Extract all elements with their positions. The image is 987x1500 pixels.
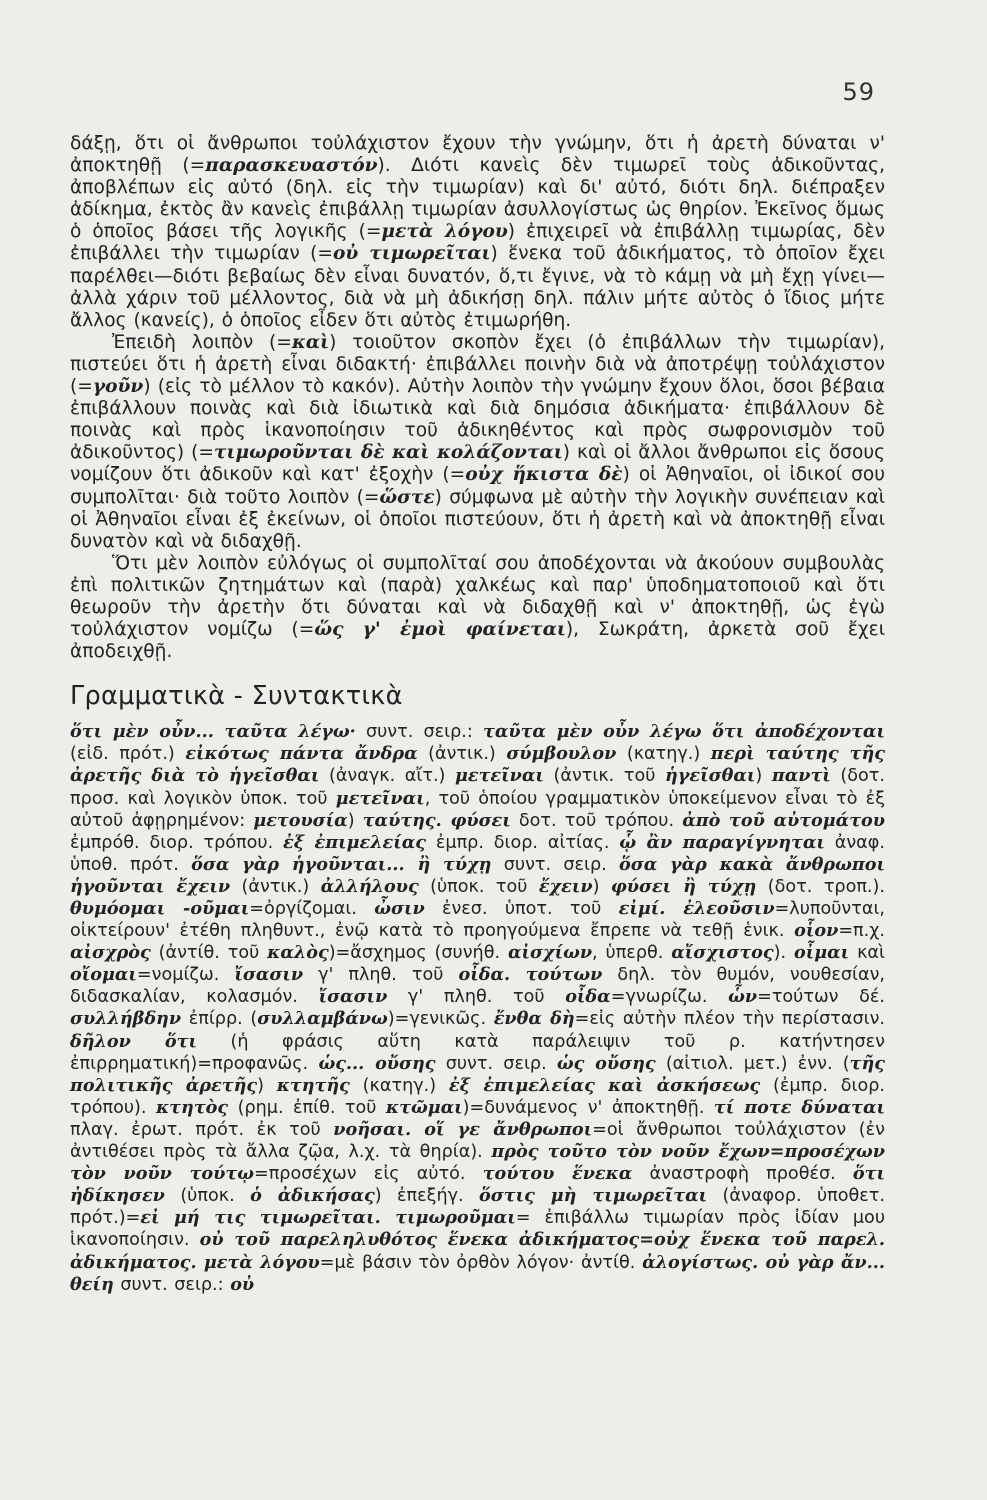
page-number: 59	[842, 78, 875, 106]
paragraph-3: Ὅτι μὲν λοιπὸν εὐλόγως οἱ συμπολῖταί σου ἀποδέχονται νὰ ἀκούουν συμβουλὰς ἐπὶ πολιτικῶν ζητημάτων καὶ (παρὰ) χαλκέως καὶ παρ' ὑποδηματοποιοῦ καὶ ὅτι θεωροῦν τὴν ἀρετὴν ὅτι δύναται καὶ νὰ διδαχθῇ καὶ ν' ἀποκτηθῇ, ὡς ἐγὼ τοὐλάχιστον νομίζω (=ὥς γ' ἐμοὶ φαίνεται), Σωκράτη, ἀρκετὰ σοῦ ἔχει ἀποδειχθῇ.	[70, 552, 885, 663]
paragraph-2: Ἐπειδὴ λοιπὸν (=καὶ) τοιοῦτον σκοπὸν ἔχει (ὁ ἐπιβάλλων τὴν τιμωρίαν), πιστεύει ὅτι ἡ ἀρετὴ εἶναι διδακτή· ἐπιβάλλει ποινὴν διὰ νὰ ἀποτρέψῃ τοὐλάχιστον (=γοῦν) (εἰς τὸ μέλλον τὸ κακόν). Αὐτὴν λοιπὸν τὴν γνώμην ἔχουν ὅλοι, ὅσοι βέβαια ἐπιβάλλουν ποινὰς καὶ διὰ ἰδιωτικὰ καὶ διὰ δημόσια ἀδικήματα· ἐπιβάλλουν δὲ ποινὰς καὶ πρὸς ἱκανοποίησιν τοῦ ἀδικηθέντος καὶ πρὸς σωφρονισμὸν τοῦ ἀδικοῦντος) (=τιμωροῦνται δὲ καὶ κολάζονται) καὶ οἱ ἄλλοι ἄνθρωποι εἰς ὅσους νομίζουν ὅτι ἀδικοῦν καὶ κατ' ἐξοχὴν (=οὐχ ἥκιστα δὲ) οἱ Ἀθηναῖοι, οἱ ἰδικοί σου συμπολῖται· διὰ τοῦτο λοιπὸν (=ὥστε) σύμφωνα μὲ αὐτὴν τὴν λογικὴν συνέπειαν καὶ οἱ Ἀθηναῖοι εἶναι ἐξ ἐκείνων, οἱ ὁποῖοι πιστεύουν, ὅτι ἡ ἀρετὴ καὶ νὰ ἀποκτηθῇ εἶναι δυνατὸν καὶ νὰ διδαχθῇ.	[70, 331, 886, 552]
translation-text	[70, 133, 885, 663]
grammar-notes-text: ὅτι μὲν οὖν... ταῦτα λέγω· συντ. σειρ.: ταῦτα μὲν οὖν λέγω ὅτι ἀποδέχονται (εἰδ. πρότ.) εἰκότως πάντα ἄνδρα (ἀντικ.) σύμβουλον (κατηγ.) περὶ ταύτης τῆς ἀρετῆς διὰ τὸ ἡγεῖσθαι (ἀναγκ. αἴτ.) μετεῖναι (ἀντικ. τοῦ ἡγεῖσθαι) παντὶ (δοτ. προσ. καὶ λογικὸν ὑποκ. τοῦ μετεῖναι, τοῦ ὁποίου γραμματικὸν ὑποκείμενον εἶναι τὸ ἐξ αὐτοῦ ἀφῃρημένον: μετουσία) ταύτης. φύσει δοτ. τοῦ τρόπου. ἀπὸ τοῦ αὐτομάτου ἐμπρόθ. διορ. τρόπου. ἐξ ἐπιμελείας ἐμπρ. διορ. αἰτίας. ᾧ ἂν παραγίγνηται ἀναφ. ὑποθ. πρότ. ὅσα γὰρ ἡγοῦνται... ἢ τύχῃ συντ. σειρ. ὅσα γὰρ κακὰ ἄνθρωποι ἡγοῦνται ἔχειν (ἀντικ.) ἀλλήλους (ὑποκ. τοῦ ἔχειν) φύσει ἢ τύχῃ (δοτ. τροπ.). θυμόομαι -οῦμαι=ὀργίζομαι. ὦσιν ἐνεσ. ὑποτ. τοῦ εἰμί. ἐλεοῦσιν=λυποῦνται, οἰκτείρουν' ἐτέθη πληθυντ., ἐνῷ κατὰ τὸ προηγούμενα ἔπρεπε νὰ τεθῇ ἑνικ. οἷον=π.χ. αἰσχρὸς (ἀντίθ. τοῦ καλὸς)=ἄσχημος (συνήθ. αἰσχίων, ὑπερθ. αἴσχιστος). οἶμαι καὶ οἴομαι=νομίζω. ἴσασιν γ' πληθ. τοῦ οἶδα. τούτων δηλ. τὸν θυμόν, νουθεσίαν, διδασκαλίαν, κολασμόν. ἴσασιν γ' πληθ. τοῦ οἶδα=γνωρίζω. ὧν=τούτων δέ. συλλήβδην ἐπίρρ. (συλλαμβάνω)=γενικῶς. ἔνθα δὴ=εἰς αὐτὴν πλέον τὴν περίστασιν. δῆλον ὅτι (ἡ φράσις αὕτη κατὰ παράλειψιν τοῦ ρ. κατήντησεν ἐπιρρηματική)=προφανῶς. ὡς... οὔσης συντ. σειρ. ὡς οὔσης (αἰτιολ. μετ.) ἐνν. (τῆς πολιτικῆς ἀρετῆς) κτητῆς (κατηγ.) ἐξ ἐπιμελείας καὶ ἀσκήσεως (ἐμπρ. διορ. τρόπου). κτητὸς (ρημ. ἐπίθ. τοῦ κτῶμαι)=δυνάμενος ν' ἀποκτηθῇ. τί ποτε δύναται πλαγ. ἐρωτ. πρότ. ἐκ τοῦ νοῆσαι. οἵ γε ἄνθρωποι=οἱ ἄνθρωποι τοὐλάχιστον (ἐν ἀντιθέσει πρὸς τὰ ἄλλα ζῷα, λ.χ. τὰ θηρία). πρὸς τοῦτο τὸν νοῦν ἔχων=προσέχων τὸν νοῦν τούτῳ=προσέχων εἰς αὐτό. τούτου ἕνεκα ἀναστροφὴ προθέσ. ὅτι ἠδίκησεν (ὑποκ. ὁ ἀδικήσας) ἐπεξήγ. ὅστις μὴ τιμωρεῖται (ἀναφορ. ὑποθετ. πρότ.)=εἰ μή τις τιμωρεῖται. τιμωροῦμαι= ἐπιβάλλω τιμωρίαν πρὸς ἰδίαν μου ἱκανοποίησιν. οὐ τοῦ παρεληλυθότος ἕνεκα ἀδικήματος=οὐχ ἕνεκα τοῦ παρελ. ἀδικήματος. μετὰ λόγου=μὲ βάσιν τὸν ὀρθὸν λόγον· ἀντίθ. ἀλογίστως. οὐ γὰρ ἄν... θείη συντ. σειρ.: οὐ	[70, 721, 886, 1295]
page-body	[70, 133, 885, 1296]
paragraph-1: δάξῃ, ὅτι οἱ ἄνθρωποι τοὐλάχιστον ἔχουν τὴν γνώμην, ὅτι ἡ ἀρετὴ δύναται ν' ἀποκτηθῇ (=παρασκευαστόν). Διότι κανεὶς δὲν τιμωρεῖ τοὺς ἀδικοῦντας, ἀποβλέπων εἰς αὐτό (δηλ. εἰς τὴν τιμωρίαν) καὶ δι' αὐτό, διότι δηλ. διέπραξεν ἀδίκημα, ἐκτὸς ἂν κανεὶς ἐπιβάλλῃ τιμωρίαν ἀσυλλογίστως ὡς θηρίον. Ἐκεῖνος ὅμως ὁ ὁποῖος βάσει τῆς λογικῆς (=μετὰ λόγου) ἐπιχειρεῖ νὰ ἐπιβάλλῃ τιμωρίας, δὲν ἐπιβάλλει τὴν τιμωρίαν (=οὐ τιμωρεῖται) ἕνεκα τοῦ ἀδικήματος, τὸ ὁποῖον ἔχει παρέλθει—διότι βεβαίως δὲν εἶναι δυνατόν, ὅ,τι ἔγινε, νὰ τὸ κάμῃ νὰ μὴ ἔχῃ γίνει—ἀλλὰ χάριν τοῦ μέλλοντος, διὰ νὰ μὴ ἀδικήσῃ δηλ. πάλιν μήτε αὐτὸς ὁ ἴδιος μήτε ἄλλος (κανείς), ὁ ὁποῖος εἶδεν ὅτι αὐτὸς ἐτιμωρήθη.	[70, 133, 885, 331]
section-title: Γραμματικὰ - Συντακτικὰ	[70, 681, 403, 712]
grammar-notes	[70, 721, 885, 1295]
